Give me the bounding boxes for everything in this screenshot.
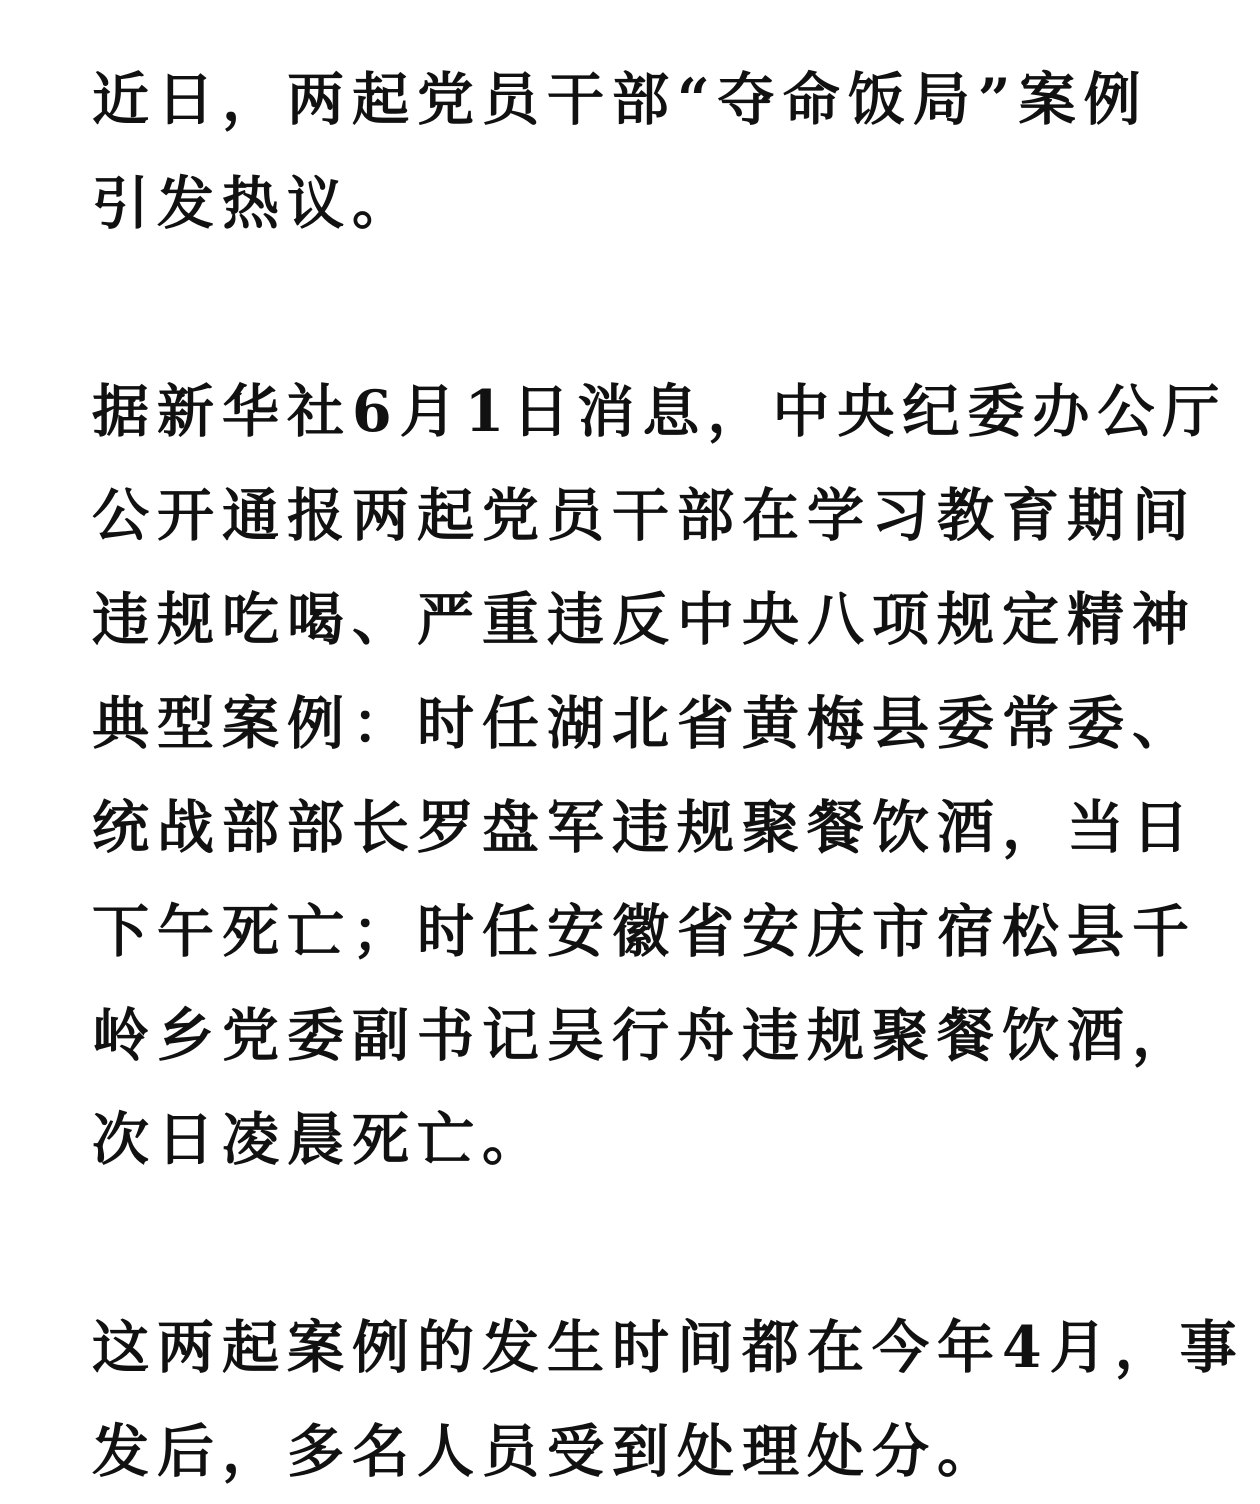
article-body bbox=[92, 48, 1245, 1504]
text-line: 发后，多名人员受到处理处分。 bbox=[92, 1418, 1002, 1485]
text-line: 据新华社6月1日消息，中央纪委办公厅 bbox=[92, 378, 1228, 445]
text-line: 下午死亡；时任安徽省安庆市宿松县千 bbox=[92, 898, 1197, 965]
text-line: 典型案例：时任湖北省黄梅县委常委、 bbox=[92, 690, 1197, 757]
text-line: 这两起案例的发生时间都在今年4月，事 bbox=[92, 1314, 1245, 1381]
paragraph-2 bbox=[92, 360, 1228, 1192]
text-line: 违规吃喝、严重违反中央八项规定精神 bbox=[92, 586, 1197, 653]
text-line: 次日凌晨死亡。 bbox=[92, 1106, 547, 1173]
paragraph-3 bbox=[92, 1296, 1245, 1504]
text-line: 岭乡党委副书记吴行舟违规聚餐饮酒， bbox=[92, 1002, 1197, 1069]
text-line: 统战部部长罗盘军违规聚餐饮酒，当日 bbox=[92, 794, 1197, 861]
text-line: 公开通报两起党员干部在学习教育期间 bbox=[92, 482, 1197, 549]
text-line: 近日，两起党员干部“夺命饭局”案例 bbox=[92, 66, 1149, 133]
paragraph-spacer bbox=[92, 256, 1182, 360]
text-line: 引发热议。 bbox=[92, 170, 417, 237]
paragraph-1 bbox=[92, 48, 1182, 256]
paragraph-spacer bbox=[92, 1192, 1182, 1296]
